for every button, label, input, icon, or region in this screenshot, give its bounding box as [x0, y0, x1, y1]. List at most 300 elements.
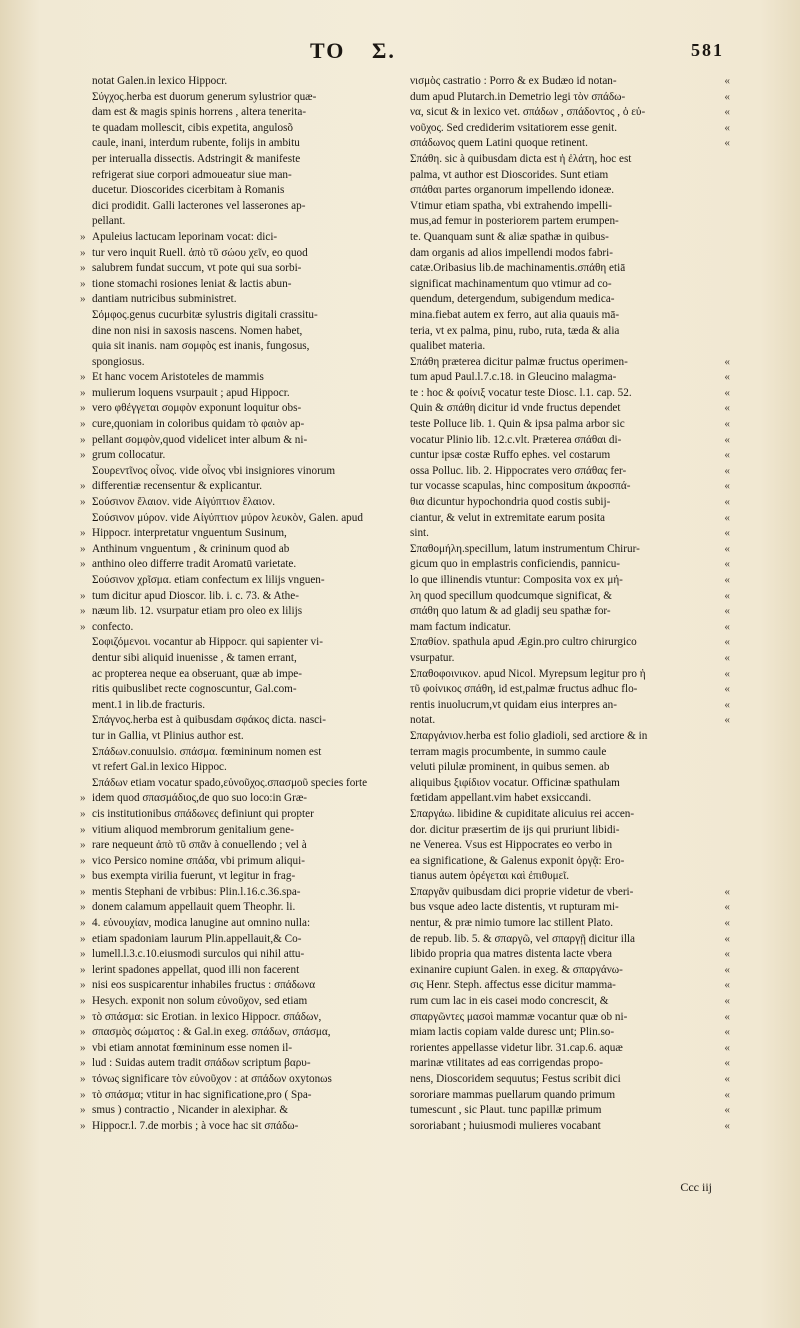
line-text: sint.	[410, 527, 429, 540]
quote-mark: »	[80, 480, 86, 493]
text-line	[80, 573, 390, 589]
text-line	[410, 776, 710, 792]
quote-mark: »	[80, 277, 86, 290]
line-text: pellant σομφὸν,quod videlicet inter album & ni-	[92, 433, 308, 446]
text-line	[80, 589, 390, 605]
quote-mark: »	[80, 1057, 86, 1070]
quote-mark: «	[724, 963, 730, 976]
text-line	[80, 308, 390, 324]
text-line	[80, 214, 390, 230]
line-text: mus,ad femur in posteriorem partem erumpen-	[410, 215, 619, 228]
text-line	[410, 121, 730, 137]
text-line	[410, 745, 710, 761]
quote-mark: »	[80, 418, 86, 431]
text-line	[410, 136, 730, 152]
text-line	[80, 760, 390, 776]
text-line	[80, 729, 390, 745]
line-text: bus vsque adeo lacte distentis, vt rupturam mi-	[410, 901, 619, 914]
line-text: libido propria qua matres distenta lacte vbera	[410, 948, 612, 961]
line-text: teria, vt ex palma, pinu, rubo, ruta, tæda & alia	[410, 324, 620, 337]
quote-mark: «	[724, 995, 730, 1008]
text-line	[80, 698, 390, 714]
text-line	[410, 386, 730, 402]
text-line	[80, 745, 390, 761]
line-text: terram magis procumbente, in summo caule	[410, 745, 607, 758]
text-line	[80, 776, 390, 792]
line-text: te. Quanquam sunt & aliæ spathæ in quibus-	[410, 230, 609, 243]
line-text: tianus autem ὀρέγεται καὶ ἐπιθυμεῖ.	[410, 870, 570, 883]
quote-mark: »	[80, 1010, 86, 1023]
line-text: etiam spadoniam laurum Plin.appellauit,& Co-	[92, 932, 302, 945]
line-text: dine non nisi in saxosis nascens. Nomen habet,	[92, 324, 303, 337]
line-text: vt refert Gal.in lexico Hippoc.	[92, 761, 227, 774]
line-text: Σούσινον χρῖσμα. etiam confectum ex lilijs vnguen-	[92, 574, 325, 586]
quote-mark: »	[80, 1104, 86, 1117]
quote-mark: »	[80, 402, 86, 415]
text-line	[80, 183, 390, 199]
line-text: Σούσινον ἔλαιον. vide Αἰγύπτιον ἔλαιον.	[92, 496, 276, 509]
line-text: dam organis ad alios impellendi modos fabri-	[410, 246, 613, 259]
text-line	[80, 152, 390, 168]
page-number: 581	[691, 40, 724, 60]
line-text: Σπάδων etiam vocatur spado,εὐνοῦχος.σπασμοῦ species forte	[92, 776, 368, 789]
line-text: ea significatione, & Galenus exponit ὀργᾷ: Ero-	[410, 854, 625, 867]
line-text: nisi eos suspicarentur inhabiles fructus : σπάδωνα	[92, 979, 316, 992]
quote-mark: «	[724, 1073, 730, 1085]
text-line	[410, 152, 710, 168]
quote-mark: »	[80, 246, 86, 259]
text-line	[80, 526, 390, 542]
line-text: dor. dicitur præsertim de ijs qui pruriunt libidi-	[410, 823, 620, 836]
text-line	[410, 620, 730, 636]
line-text: dum apud Plutarch.in Demetrio legi τὸν σπάδω-	[410, 90, 626, 103]
quote-mark: «	[724, 1026, 730, 1039]
text-line	[80, 448, 390, 464]
text-line	[80, 823, 390, 839]
text-line	[410, 885, 730, 901]
text-line	[80, 604, 390, 620]
quote-mark: «	[724, 418, 730, 431]
text-line	[410, 183, 710, 199]
line-text: Hesych. exponit non solum εὐνοῦχον, sed etiam	[92, 995, 308, 1008]
text-line	[410, 401, 730, 417]
text-line	[80, 495, 390, 511]
quote-mark: »	[80, 870, 86, 883]
quote-mark: »	[80, 917, 86, 930]
line-text: quia sit inanis. nam σομφὸς est inanis, fungosus,	[92, 340, 310, 353]
line-text: dentur sibi aliquid inuenisse , & tamen errant,	[92, 651, 297, 664]
text-line	[410, 90, 730, 106]
line-text: exinanire cupiunt Galen. in exeg. & σπαργάνω-	[410, 963, 623, 976]
line-text: lerint spadones appellat, quod illi non facerent	[92, 963, 300, 976]
line-text: rorientes appellasse videtur libr. 31.cap.6. aquæ	[410, 1041, 623, 1054]
quote-mark: «	[724, 605, 730, 618]
text-line	[410, 417, 730, 433]
text-line	[410, 511, 730, 527]
text-line	[410, 947, 730, 963]
quote-mark: »	[80, 932, 86, 945]
quote-mark: «	[724, 137, 730, 150]
line-text: de repub. lib. 5. & σπαργῶ, vel σπαργῇ dicitur illa	[410, 932, 636, 945]
line-text: te quadam mollescit, cibis expetita, angulosõ	[92, 121, 294, 134]
quote-mark: »	[80, 963, 86, 976]
quote-mark: «	[724, 901, 730, 914]
text-line	[410, 261, 710, 277]
text-line	[80, 1025, 390, 1041]
quote-mark: »	[80, 823, 86, 836]
line-text: Vtimur etiam spatha, vbi extrahendo impelli-	[410, 199, 612, 212]
text-line	[410, 698, 730, 714]
text-line	[410, 370, 730, 386]
quote-mark: «	[724, 589, 730, 602]
text-line	[410, 199, 710, 215]
quote-mark: «	[724, 496, 730, 509]
text-line	[410, 1119, 730, 1135]
text-line	[80, 479, 390, 495]
text-line	[410, 900, 730, 916]
line-text: cure,quoniam in coloribus quidam τὸ φαιὸν ap-	[92, 418, 305, 431]
text-line	[410, 807, 710, 823]
quote-mark: «	[724, 355, 730, 368]
text-line	[80, 900, 390, 916]
line-text: tur vocasse scapulas, hinc compositum ἀκροσπά-	[410, 480, 631, 493]
line-text: Σπάγνος.herba est à quibusdam σφάκος dicta. nasci-	[92, 714, 326, 727]
line-text: cis institutionibus σπάδωνες definiunt qui propter	[92, 807, 314, 820]
text-line	[410, 464, 730, 480]
text-line	[410, 433, 730, 449]
line-text: να, sicut & in lexico vet. σπάδων , σπάδοντος , ὁ εὐ-	[410, 106, 646, 119]
line-text: Σπάδων.conuulsio. σπάσμα. fœmininum nomen est	[92, 745, 322, 758]
text-line	[80, 464, 390, 480]
line-text: mam factum indicatur.	[410, 620, 511, 633]
line-text: mulierum loquens vsurpauit ; apud Hippocr.	[92, 386, 290, 399]
quote-mark: »	[80, 558, 86, 571]
text-line	[410, 74, 730, 90]
line-text: qualibet materia.	[410, 340, 486, 353]
header-letter: Σ.	[372, 38, 396, 63]
running-header	[60, 38, 740, 66]
text-line	[410, 479, 730, 495]
line-text: tumescunt , sic Plaut. tunc papillæ primum	[410, 1104, 602, 1117]
quote-mark: «	[724, 917, 730, 930]
line-text: donem calamum appellauit quem Theophr. li.	[92, 901, 296, 914]
line-text: Hippocr. interpretatur vnguentum Susinum,	[92, 527, 287, 540]
text-line	[80, 869, 390, 885]
text-line	[410, 168, 710, 184]
line-text: Σουρεντῖνος οἶνος. vide οἶνος vbi insigniores vinorum	[92, 464, 336, 477]
text-line	[80, 1119, 390, 1135]
right-column	[410, 74, 730, 1134]
text-line	[410, 1041, 730, 1057]
text-line	[80, 339, 390, 355]
quote-mark: »	[80, 293, 86, 306]
line-text: σπαργῶντες μασοὶ mammæ vocantur quæ ob ni-	[410, 1010, 628, 1023]
quote-mark: »	[80, 995, 86, 1008]
line-text: νισμὸς castratio : Porro & ex Budæo id notan-	[410, 75, 617, 87]
quote-mark: »	[80, 807, 86, 820]
line-text: σπασμὸς σώματος : & Gal.in exeg. σπάδων, σπάσμα,	[92, 1026, 331, 1039]
text-line	[80, 1088, 390, 1104]
text-line	[410, 1072, 730, 1088]
quote-mark: «	[724, 667, 730, 680]
text-line	[410, 589, 730, 605]
line-text: anthino oleo differre tradit Aromatū varietate.	[92, 558, 297, 571]
quote-mark: «	[724, 464, 730, 477]
text-line	[410, 978, 730, 994]
quote-mark: «	[724, 620, 730, 633]
line-text: Et hanc vocem Aristoteles de mammis	[92, 371, 264, 384]
text-line	[80, 1056, 390, 1072]
quote-mark: «	[724, 449, 730, 462]
line-text: Σπαργάω. libidine & cupiditate alicuius rei accen-	[410, 807, 635, 820]
quote-mark: »	[80, 527, 86, 540]
quote-mark: «	[724, 402, 730, 415]
line-text: veluti pilulæ prominent, in quibus semen. ab	[410, 761, 610, 774]
line-text: θια dicuntur hypochondria quod costis subij-	[410, 496, 611, 509]
quote-mark: »	[80, 1073, 86, 1085]
line-text: τόνως significare τὸν εὐνοῦχον : at σπάδων oxytonωs	[92, 1073, 332, 1085]
text-line	[80, 994, 390, 1010]
text-line	[410, 246, 710, 262]
text-line	[80, 947, 390, 963]
line-text: τὸ σπάσμα; vtitur in hac significatione,pro ( Spa-	[92, 1088, 312, 1101]
line-text: quendum, detergendum, subigendum medica-	[410, 293, 615, 306]
line-text: Σύγχος.herba est duorum generum sylustrior quæ-	[92, 90, 317, 103]
line-text: ossa Polluc. lib. 2. Hippocrates vero σπάθας fer-	[410, 464, 627, 477]
line-text: λη quod specillum quodcumque significat, &	[410, 589, 612, 602]
quote-mark: «	[724, 371, 730, 384]
quote-mark: «	[724, 1057, 730, 1070]
quote-mark: »	[80, 542, 86, 555]
text-line	[410, 214, 710, 230]
text-line	[410, 355, 730, 371]
line-text: vsurpatur.	[410, 651, 455, 664]
line-text: idem quod σπασμάδιος,de quo suo loco:in Græ-	[92, 792, 308, 805]
text-line	[80, 90, 390, 106]
line-text: lo que illinendis vtuntur: Composita vox ex μή-	[410, 574, 623, 586]
text-line	[410, 682, 730, 698]
line-text: teste Polluce lib. 1. Quin & ipsa palma arbor sic	[410, 418, 625, 431]
line-text: smus ) contractio , Nicander in alexiphar. &	[92, 1104, 289, 1117]
line-text: refrigerat siue corpori admoueatur siue man-	[92, 168, 292, 181]
text-line	[410, 823, 710, 839]
line-text: lumell.l.3.c.10.eiusmodi surculos qui nihil attu-	[92, 948, 305, 961]
line-text: 4. εὐνουχίαν, modica lanugine aut omnino nulla:	[92, 917, 311, 930]
line-text: vico Persico nomine σπάδα, vbi primum aliqui-	[92, 854, 305, 867]
quote-mark: «	[724, 932, 730, 945]
text-line	[410, 324, 710, 340]
line-text: ducetur. Dioscorides cicerbitam à Romanis	[92, 184, 285, 197]
quote-mark: «	[724, 527, 730, 540]
text-line	[80, 1103, 390, 1119]
line-text: vero φθέγγεται σομφὸν exponunt loquitur obs-	[92, 402, 302, 415]
line-text: sororiare mammas puellarum quando primum	[410, 1088, 616, 1101]
text-line	[80, 230, 390, 246]
line-text: σπάδωνος quem Latini quoque retinent.	[410, 137, 588, 150]
text-line	[80, 667, 390, 683]
text-line	[80, 292, 390, 308]
line-text: rum cum lac in eis casei modo concrescit, &	[410, 995, 609, 1008]
text-line	[80, 885, 390, 901]
text-line	[80, 1072, 390, 1088]
line-text: tur vero inquit Ruell. ἀπὸ τῦ σώου χεῖν, eo quod	[92, 246, 308, 259]
text-line	[80, 557, 390, 573]
line-text: gicum quo in emplastris conficiendis, pannicu-	[410, 558, 621, 571]
quote-mark: «	[724, 386, 730, 399]
text-line	[410, 994, 730, 1010]
line-text: tur in Gallia, vt Plinius author est.	[92, 729, 244, 742]
line-text: rentis inuolucrum,vt quidam eius interpres an-	[410, 698, 617, 711]
text-line	[80, 74, 390, 90]
text-line	[80, 386, 390, 402]
line-text: næum lib. 12. vsurpatur etiam pro oleo ex lilijs	[92, 605, 303, 618]
line-text: grum collocatur.	[92, 449, 166, 462]
text-line	[410, 729, 710, 745]
line-text: palma, vt author est Dioscorides. Sunt etiam	[410, 168, 609, 181]
line-text: Σπάθη præterea dicitur palmæ fructus operimen-	[410, 355, 628, 368]
line-text: tum apud Paul.l.7.c.18. in Gleucino malagma-	[410, 371, 617, 384]
quote-mark: «	[724, 480, 730, 493]
line-text: σπάθη quo latum & ad gladij seu spathæ for-	[410, 605, 611, 618]
text-line	[410, 1088, 730, 1104]
quote-mark: »	[80, 854, 86, 867]
text-line	[80, 838, 390, 854]
quote-mark: »	[80, 901, 86, 914]
line-text: ne Venerea. Vsus est Hippocrates eo verbo in	[410, 839, 613, 852]
text-line	[410, 854, 710, 870]
text-line	[410, 292, 710, 308]
line-text: ment.1 in lib.de fracturis.	[92, 698, 206, 711]
line-text: per interualla dissectis. Adstringit & manifeste	[92, 152, 301, 165]
quote-mark: »	[80, 1041, 86, 1054]
quote-mark: «	[724, 714, 730, 727]
line-text: vbi etiam annotat fœmininum esse nomen il-	[92, 1041, 293, 1054]
quote-mark: »	[80, 371, 86, 384]
text-line	[410, 916, 730, 932]
text-line	[80, 682, 390, 698]
line-text: vocatur Plinio lib. 12.c.vlt. Præterea σπάθαι di-	[410, 433, 622, 446]
line-text: dantiam nutricibus subministret.	[92, 293, 237, 306]
line-text: caule, inani, interdum rubente, folijs in ambitu	[92, 137, 300, 150]
text-line	[410, 495, 730, 511]
line-text: Σοφιζόμενοι. vocantur ab Hippocr. qui sapienter vi-	[92, 636, 323, 649]
line-text: Σπαργάνιον.herba est folio gladioli, sed arctiore & in	[410, 729, 648, 742]
line-text: ciantur, & velut in extremitate earum posita	[410, 511, 605, 524]
text-line	[80, 433, 390, 449]
line-text: aliquibus ξιφίδιον vocatur. Officinæ spathulam	[410, 776, 620, 789]
text-line	[80, 511, 390, 527]
text-line	[80, 916, 390, 932]
quote-mark: »	[80, 885, 86, 898]
text-line	[410, 526, 730, 542]
text-line	[410, 604, 730, 620]
text-line	[80, 370, 390, 386]
line-text: τὸ σπάσμα: sic Erotian. in lexico Hippocr. σπάδων,	[92, 1010, 322, 1023]
text-line	[410, 277, 710, 293]
text-line	[410, 667, 730, 683]
line-text: τῦ φοίνικος σπάθη, id est,palmæ fructus adhuc flo-	[410, 683, 638, 696]
quote-mark: «	[724, 574, 730, 586]
quote-mark: »	[80, 839, 86, 852]
line-text: Σπαθίον. spathula apud Ægin.pro cultro chirurgico	[410, 636, 637, 649]
quote-mark: «	[724, 511, 730, 524]
text-line	[410, 1056, 730, 1072]
text-line	[410, 791, 710, 807]
quote-mark: «	[724, 1041, 730, 1054]
text-line	[80, 199, 390, 215]
line-text: spongiosus.	[92, 355, 145, 368]
quote-mark: «	[724, 683, 730, 696]
quote-mark: «	[724, 106, 730, 119]
text-line	[80, 136, 390, 152]
line-text: tione stomachi rosiones leniat & lactis abun-	[92, 277, 292, 290]
quote-mark: «	[724, 90, 730, 103]
quote-mark: »	[80, 1088, 86, 1101]
line-text: mentis Stephani de vrbibus: Plin.l.16.c.36.spa-	[92, 885, 301, 898]
line-text: dam est & magis spinis horrens , altera tenerita-	[92, 106, 307, 119]
line-text: salubrem fundat succum, vt pote qui sua sorbi-	[92, 262, 302, 275]
text-line	[410, 869, 710, 885]
line-text: ac propterea neque ea obseruant, quæ ab impe-	[92, 667, 302, 680]
quote-mark: »	[80, 979, 86, 992]
line-text: Σπαθοφοινικον. apud Nicol. Myrepsum legitur pro ἡ	[410, 667, 646, 680]
line-text: notat.	[410, 714, 436, 727]
text-line	[410, 963, 730, 979]
left-column	[80, 74, 390, 1134]
quote-mark: »	[80, 792, 86, 805]
line-text: νοῦχος. Sed crediderim vsitatiorem esse genit.	[410, 121, 618, 134]
line-text: cuntur ipsæ costæ Ruffo ephes. vel costarum	[410, 449, 611, 462]
line-text: notat Galen.in lexico Hippocr.	[92, 75, 228, 87]
text-line	[410, 339, 710, 355]
text-line	[80, 324, 390, 340]
line-text: nens, Dioscoridem sequutus; Festus scribit dici	[410, 1073, 621, 1085]
line-text: significat machinamentum quo vtimur ad co-	[410, 277, 612, 290]
text-line	[80, 791, 390, 807]
text-line	[80, 963, 390, 979]
line-text: fœtidam appellant.vim habet exsiccandi.	[410, 792, 592, 805]
text-line	[410, 308, 710, 324]
quote-mark: «	[724, 636, 730, 649]
text-line	[410, 635, 730, 651]
line-text: σπάθαι partes organorum impellendo idoneæ.	[410, 184, 615, 197]
quote-mark: «	[724, 1104, 730, 1117]
line-text: nentur, & præ nimio tumore lac stillent Plato.	[410, 917, 614, 930]
quote-mark: «	[724, 1088, 730, 1101]
text-line	[410, 448, 730, 464]
line-text: Anthinum vnguentum , & crininum quod ab	[92, 542, 290, 555]
quote-mark: »	[80, 1119, 86, 1132]
line-text: dici prodidit. Galli lacterones vel lasserones ap-	[92, 199, 306, 212]
text-line	[410, 651, 730, 667]
text-line	[410, 230, 710, 246]
line-text: pellant.	[92, 215, 126, 228]
line-text: σις Henr. Steph. affectus esse dicitur mamma-	[410, 979, 616, 992]
line-text: tum dicitur apud Dioscor. lib. i. c. 73. & Athe-	[92, 589, 299, 602]
line-text: ritis quibuslibet recte cognoscuntur, Gal.com-	[92, 683, 297, 696]
text-line	[80, 355, 390, 371]
text-line	[80, 807, 390, 823]
quote-mark: »	[80, 605, 86, 618]
line-text: Σόμφος.genus cucurbitæ sylustris digitali crassitu-	[92, 308, 318, 321]
line-text: vitium aliquod membrorum genitalium gene-	[92, 823, 294, 836]
text-line	[80, 261, 390, 277]
line-text: lud : Suidas autem tradit σπάδων scriptum βαρυ-	[92, 1057, 311, 1070]
text-line	[410, 932, 730, 948]
quote-mark: »	[80, 589, 86, 602]
quote-mark: «	[724, 651, 730, 664]
text-line	[410, 105, 730, 121]
